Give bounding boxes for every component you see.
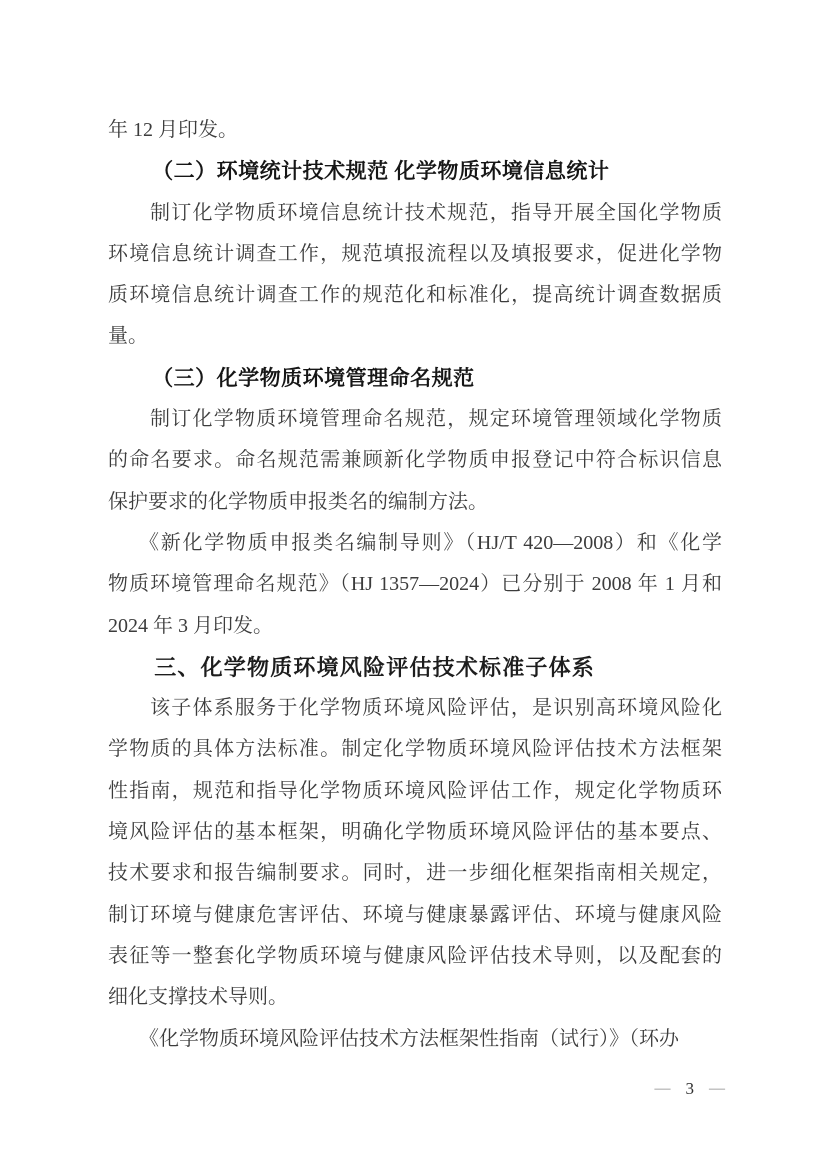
body-line: 表征等一整套化学物质环境与健康风险评估技术导则，以及配套的 [108, 944, 722, 967]
body-line: 《化学物质环境风险评估技术方法框架性指南（试行）》（环办 [139, 1027, 679, 1050]
chapter-heading-3: 三、化学物质环境风险评估技术标准子体系 [154, 654, 595, 680]
body-line: 细化支撑技术导则。 [108, 986, 288, 1009]
body-line: 性指南，规范和指导化学物质环境风险评估工作，规定化学物质环 [108, 779, 722, 802]
body-line: 环境信息统计调查工作，规范填报流程以及填报要求，促进化学物 [108, 242, 722, 265]
body-line: 保护要求的化学物质申报类名的编制方法。 [108, 490, 488, 513]
page-number-dash-left: — [654, 1080, 671, 1097]
text-block [108, 110, 722, 1060]
body-line: 制订化学物质环境信息统计技术规范，指导开展全国化学物质 [150, 201, 722, 224]
page-number: 3 [685, 1079, 694, 1098]
body-line: 《新化学物质申报类名编制导则》（HJ/T 420—2008）和《化学 [139, 531, 722, 554]
body-line: 境风险评估的基本框架，明确化学物质环境风险评估的基本要点、 [108, 821, 722, 844]
body-line: 制订环境与健康危害评估、环境与健康暴露评估、环境与健康风险 [108, 903, 722, 926]
body-line: 技术要求和报告编制要求。同时，进一步细化框架指南相关规定， [108, 862, 722, 885]
section-heading-3: （三）化学物质环境管理命名规范 [152, 365, 475, 390]
body-line: 制订化学物质环境管理命名规范，规定环境管理领域化学物质 [150, 408, 722, 431]
body-line: 学物质的具体方法标准。制定化学物质环境风险评估技术方法框架 [108, 738, 722, 761]
body-line: 该子体系服务于化学物质环境风险评估，是识别高环境风险化 [150, 697, 722, 720]
section-heading-2: （二）环境统计技术规范 化学物质环境信息统计 [152, 159, 610, 184]
body-line: 量。 [108, 325, 148, 348]
page-number-footer [655, 1078, 726, 1100]
body-line: 质环境信息统计调查工作的规范化和标准化，提高统计调查数据质 [108, 284, 722, 307]
body-line: 年 12 月印发。 [108, 119, 238, 141]
page-number-dash-right: — [709, 1080, 725, 1097]
body-line: 物质环境管理命名规范》（HJ 1357—2024）已分别于 2008 年 1 月和 [108, 573, 722, 596]
body-line: 2024 年 3 月印发。 [108, 614, 273, 637]
body-line: 的命名要求。命名规范需兼顾新化学物质申报登记中符合标识信息 [108, 449, 722, 472]
